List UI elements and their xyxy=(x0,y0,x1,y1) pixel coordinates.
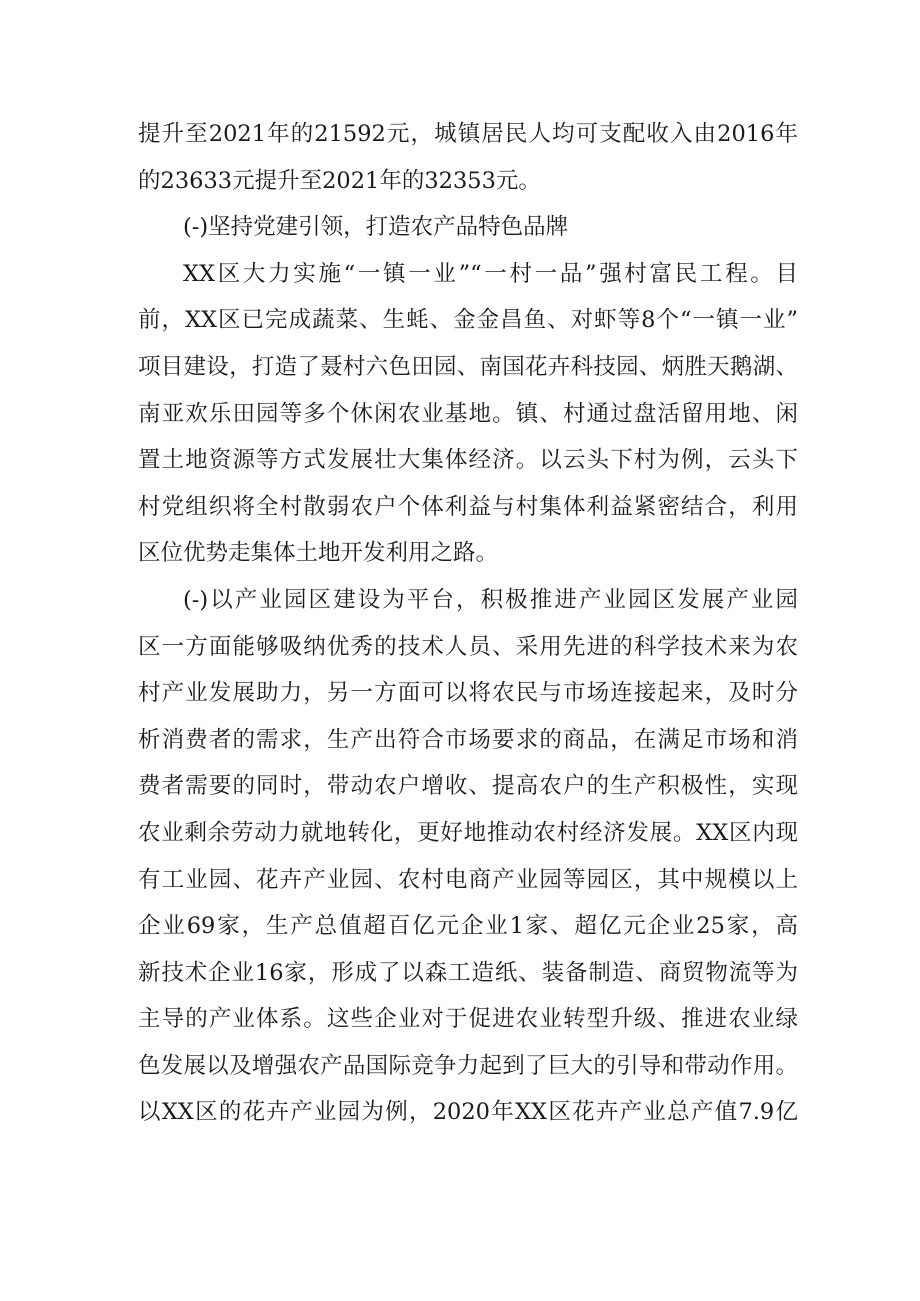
text-line: 主导的产业体系。这些企业对于促进农业转型升级、推进农业绿 xyxy=(138,1006,798,1033)
text-line: XX区大力实施“一镇一业”“一村一品”强村富民工程。目 xyxy=(183,260,798,287)
text-line: 色发展以及增强农产品国际竞争力起到了巨大的引导和带动作用。 xyxy=(138,1052,798,1079)
text-line: (-)以产业园区建设为平台，积极推进产业园区发展产业园 xyxy=(183,586,798,613)
text-line: 置土地资源等方式发展壮大集体经济。以云头下村为例，云头下 xyxy=(138,447,798,474)
text-line: 费者需要的同时，带动农户增收、提高农户的生产积极性，实现 xyxy=(138,773,798,800)
text-line: 南亚欢乐田园等多个休闲农业基地。镇、村通过盘活留用地、闲 xyxy=(138,400,798,427)
text-line: 新技术企业16家，形成了以森工造纸、装备制造、商贸物流等为 xyxy=(138,959,798,986)
text-line: 村产业发展助力，另一方面可以将农民与市场连接起来，及时分 xyxy=(138,680,798,707)
text-line: 析消费者的需求，生产出符合市场要求的商品，在满足市场和消 xyxy=(138,726,798,753)
text-line: 项目建设，打造了聂村六色田园、南国花卉科技园、炳胜天鹅湖、 xyxy=(138,353,798,380)
text-line: 的23633元提升至2021年的32353元。 xyxy=(138,167,541,194)
text-line: 前，XX区已完成蔬菜、生蚝、金金昌鱼、对虾等8个“一镇一业” xyxy=(138,307,798,334)
text-line: 有工业园、花卉产业园、农村电商产业园等园区，其中规模以上 xyxy=(138,866,798,893)
text-line: 企业69家，生产总值超百亿元企业1家、超亿元企业25家，高 xyxy=(138,913,798,940)
text-line: 农业剩余劳动力就地转化，更好地推动农村经济发展。XX区内现 xyxy=(138,819,798,846)
text-line: 区位优势走集体土地开发利用之路。 xyxy=(138,540,499,567)
text-line: 区一方面能够吸纳优秀的技术人员、采用先进的科学技术来为农 xyxy=(138,633,798,660)
text-line: 以XX区的花卉产业园为例，2020年XX区花卉产业总产值7.9亿 xyxy=(138,1099,798,1126)
document-body xyxy=(138,111,798,1136)
text-line: 村党组织将全村散弱农户个体利益与村集体利益紧密结合，利用 xyxy=(138,493,798,520)
text-line: 提升至2021年的21592元，城镇居民人均可支配收入由2016年 xyxy=(138,121,798,147)
text-line: (-)坚持党建引领，打造农产品特色品牌 xyxy=(183,214,569,241)
